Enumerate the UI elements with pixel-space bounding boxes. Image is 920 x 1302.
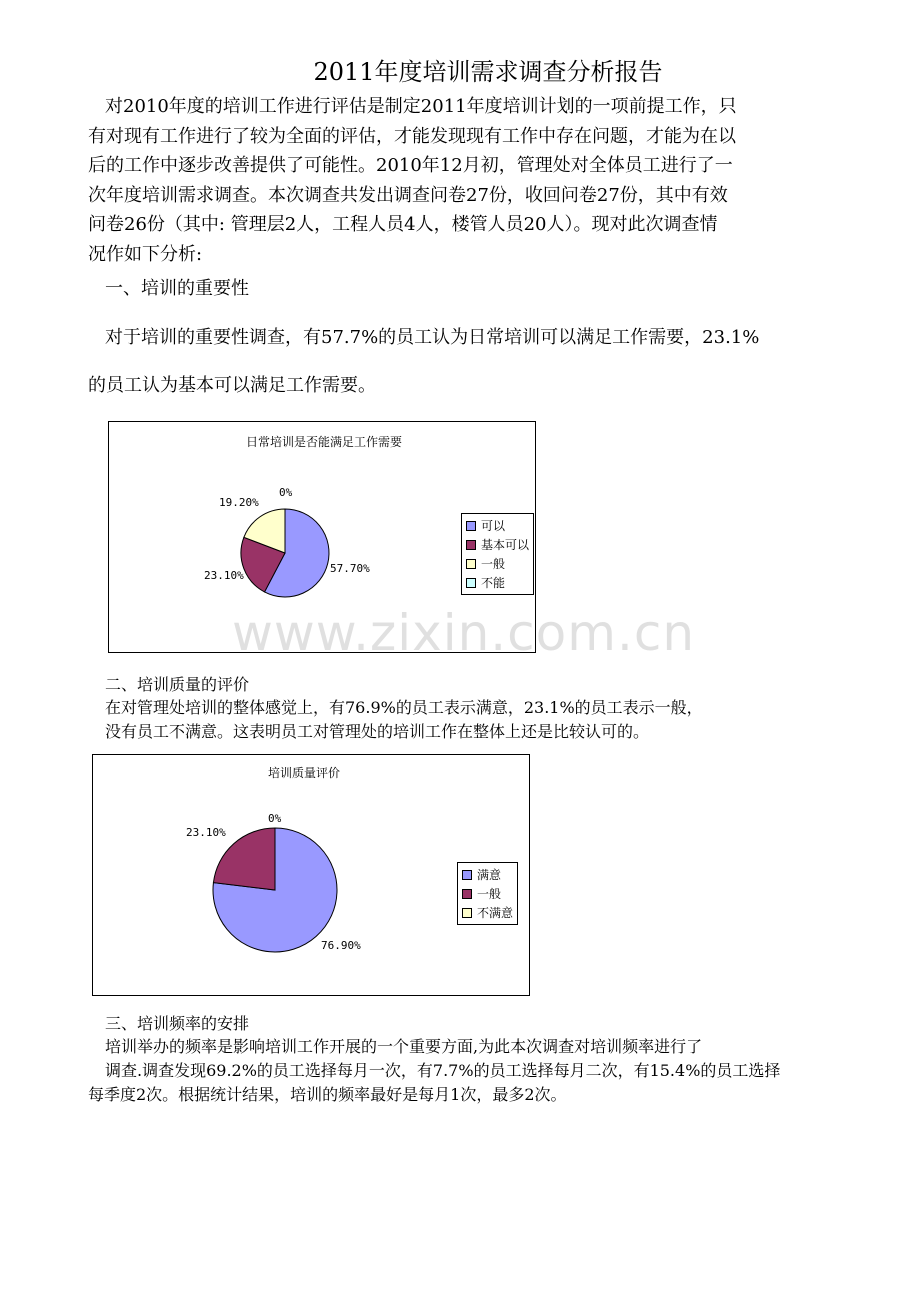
slice-label-0: 76.90%	[321, 939, 361, 952]
pie-chart-training-quality	[92, 754, 530, 996]
legend-label: 一般	[481, 557, 506, 571]
intro-line: 次年度培训需求调查。本次调查共发出调查问卷27份，收回问卷27份，其中有效	[88, 184, 728, 206]
legend-swatch	[466, 559, 476, 569]
legend-swatch	[462, 889, 472, 899]
section1-heading: 一、培训的重要性	[105, 278, 249, 299]
chart-title: 日常培训是否能满足工作需要	[246, 435, 403, 449]
intro-line: 问卷26份（其中: 管理层2人，工程人员4人，楼管人员20人）。现对此次调查情	[88, 214, 718, 235]
legend-item	[462, 884, 513, 903]
legend-label: 不能	[481, 576, 506, 590]
legend-item	[466, 554, 529, 573]
section1-line: 的员工认为基本可以满足工作需要。	[88, 375, 376, 396]
section2-heading: 二、培训质量的评价	[105, 675, 250, 694]
slice-label-1: 23.10%	[186, 826, 226, 839]
section2-line: 没有员工不满意。这表明员工对管理处的培训工作在整体上还是比较认可的。	[105, 722, 650, 741]
intro-line: 后的工作中逐步改善提供了可能性。2010年12月初，管理处对全体员工进行了一	[88, 155, 733, 176]
slice-label-3: 0%	[279, 486, 293, 499]
section3-heading: 三、培训频率的安排	[105, 1014, 250, 1033]
intro-paragraph	[88, 92, 838, 269]
section2-line: 在对管理处培训的整体感觉上，有76.9%的员工表示满意，23.1%的员工表示一般，	[105, 698, 703, 717]
legend-swatch	[466, 521, 476, 531]
chart-legend	[457, 862, 518, 925]
section3-line: 调查.调查发现69.2%的员工选择每月一次，有7.7%的员工选择每月二次，有15.4%的员工选择	[105, 1061, 781, 1080]
legend-label: 可以	[481, 519, 506, 533]
page-title: 2011年度培训需求调查分析报告	[313, 58, 663, 86]
intro-line: 有对现有工作进行了较为全面的评估，才能发现现有工作中存在问题，才能为在以	[88, 125, 736, 147]
chart-legend	[461, 513, 534, 595]
legend-label: 不满意	[477, 906, 514, 920]
slice-label-2: 19.20%	[219, 496, 259, 509]
legend-swatch	[462, 870, 472, 880]
intro-line: 况作如下分析:	[88, 243, 203, 265]
legend-label: 基本可以	[481, 538, 530, 552]
section3-line: 每季度2次。根据统计结果，培训的频率最好是每月1次，最多2次。	[88, 1085, 567, 1104]
legend-item	[462, 903, 513, 922]
legend-label: 满意	[477, 868, 502, 882]
legend-swatch	[466, 578, 476, 588]
watermark: www.zixin.com.cn	[232, 604, 696, 662]
legend-swatch	[466, 540, 476, 550]
slice-label-0: 57.70%	[330, 562, 370, 575]
pie-slices	[241, 509, 329, 597]
pie-slices	[213, 828, 337, 952]
intro-line: 对2010年度的培训工作进行评估是制定2011年度培训计划的一项前提工作，只	[105, 96, 737, 117]
legend-label: 一般	[477, 887, 502, 901]
legend-item	[462, 865, 513, 884]
legend-swatch	[462, 908, 472, 918]
legend-item	[466, 573, 529, 592]
legend-item	[466, 516, 529, 535]
chart-title: 培训质量评价	[268, 766, 341, 780]
section3-line: 培训举办的频率是影响培训工作开展的一个重要方面,为此本次调查对培训频率进行了	[105, 1037, 703, 1056]
slice-label-2: 0%	[268, 812, 282, 825]
section1-line: 对于培训的重要性调查，有57.7%的员工认为日常培训可以满足工作需要，23.1%	[105, 327, 760, 348]
legend-item	[466, 535, 529, 554]
slice-label-1: 23.10%	[204, 569, 244, 582]
